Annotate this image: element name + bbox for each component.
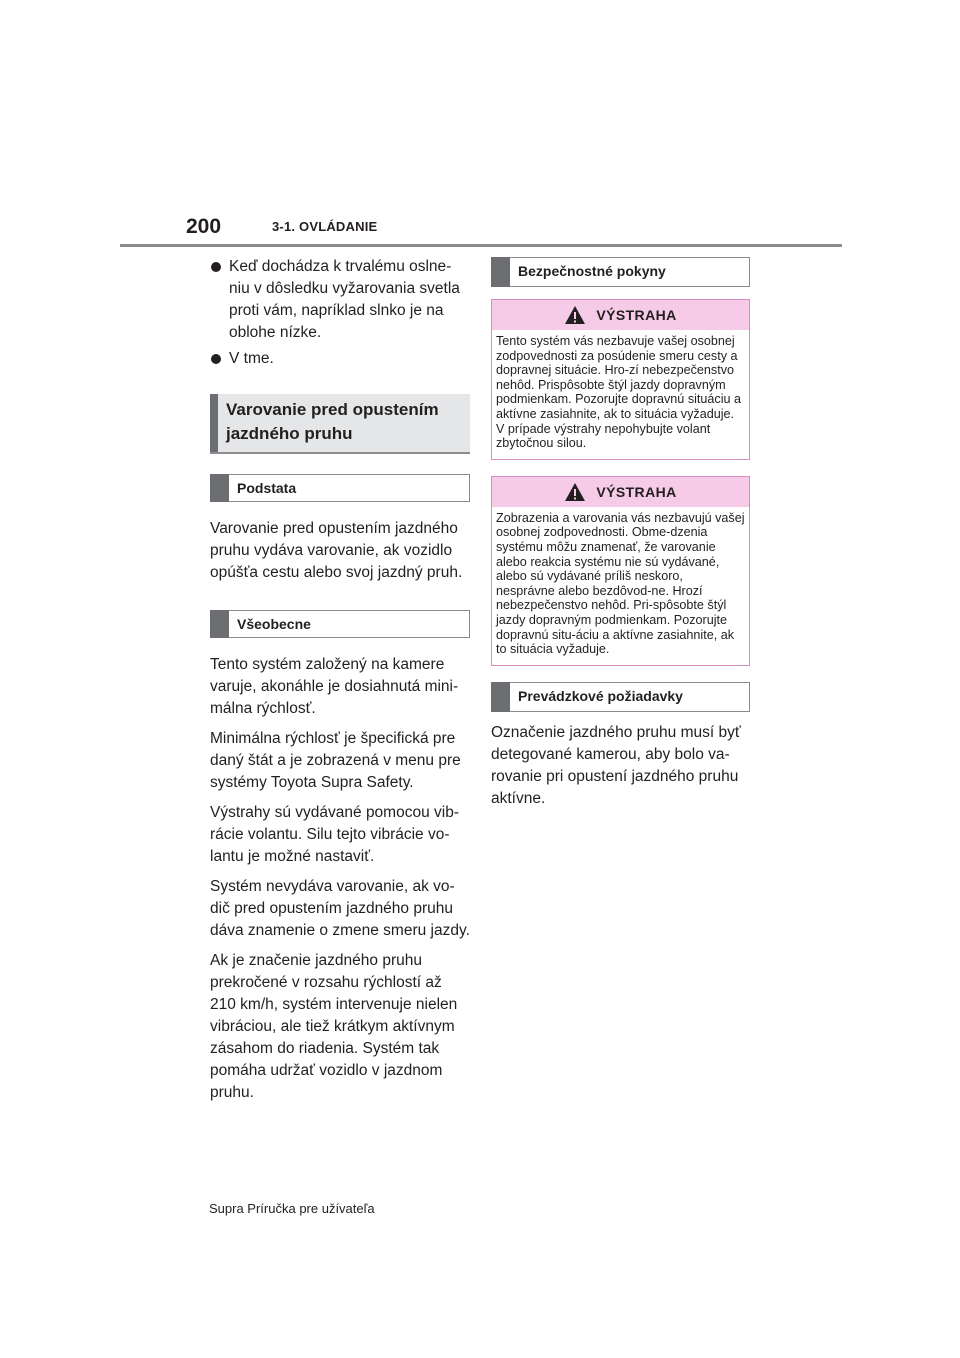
- heading-bar: [491, 257, 510, 287]
- heading-bar: [210, 474, 229, 502]
- warning-box: [491, 476, 750, 666]
- right-column: [491, 257, 750, 818]
- paragraph: Minimálna rýchlosť je špecifická pre daný štát a je zobrazená v menu pre systémy Toyota Supra Safety.: [210, 730, 461, 791]
- subheading-text: Prevádzkové požiadavky: [518, 687, 683, 704]
- heading-bar: [210, 394, 218, 452]
- subheading-text: Všeobecne: [237, 616, 311, 632]
- paragraph: Systém nevydáva varovanie, ak vo-dič pred opustením jazdného pruhu dáva znamenie o zmene smeru jazdy.: [210, 878, 470, 939]
- list-item: [210, 256, 470, 344]
- section-label: 3-1. OVLÁDANIE: [272, 219, 378, 234]
- warning-title: VÝSTRAHA: [596, 483, 677, 500]
- page-number: 200: [186, 215, 222, 238]
- warning-title: VÝSTRAHA: [596, 307, 677, 323]
- warning-box: [491, 299, 750, 460]
- warning-triangle-icon: [564, 482, 586, 502]
- main-heading: [210, 394, 470, 454]
- list-item-text: V tme.: [229, 350, 274, 367]
- warning-text: Tento systém vás nezbavuje vašej osobnej zodpovednosti za posúdenie smeru cesty a dopravnej situácie. Hro-zí nebezpečenstvo nehôd. Prispôsobte štýl jazdy dopravným podmienkam. Pozorujte dopravnú situáciu a aktívne zasiahnite, ak to situácia vyžaduje. V prípade výstrahy nepohybujte volant zbytočnou silou.: [496, 334, 742, 451]
- paragraph: Tento systém založený na kamere varuje, akonáhle je dosiahnutá mini-málna rýchlosť.: [210, 656, 459, 717]
- subheading-text: Podstata: [237, 480, 297, 496]
- paragraph: Ak je značenie jazdného pruhu prekročené v rozsahu rýchlostí až 210 km/h, systém intervenuje nielen vibráciou, ale tiež krátkym aktívnym zásahom do riadenia. Systém tak pomáha udržať vozidlo v jazdnom pruhu.: [210, 952, 458, 1101]
- bullet-icon: [211, 354, 221, 364]
- heading-bar: [210, 610, 229, 638]
- footer-text: Supra Príručka pre užívateľa: [209, 1201, 375, 1216]
- subheading-requirements: [491, 682, 750, 712]
- heading-bar: [491, 682, 510, 712]
- subheading-vseobecne: [210, 610, 470, 638]
- subheading-safety: [491, 257, 750, 287]
- paragraph: Varovanie pred opustením jazdného pruhu vydáva varovanie, ak vozidlo opúšťa cestu alebo svoj jazdný pruh.: [210, 520, 463, 581]
- header-rule: [120, 244, 842, 247]
- list-item-text: Keď dochádza k trvalému oslne-niu v dôsledku vyžarovania svetla proti vám, napríklad slnko je na oblohe nízke.: [229, 258, 460, 341]
- left-column: [210, 256, 470, 1112]
- paragraph: Výstrahy sú vydávané pomocou vib-rácie volantu. Silu tejto vibrácie vo-lantu je možné nastaviť.: [210, 804, 459, 865]
- subheading-text: Bezpečnostné pokyny: [518, 263, 666, 279]
- paragraph: Označenie jazdného pruhu musí byť detegované kamerou, aby bolo va-rovanie pri opustení jazdného pruhu aktívne.: [491, 723, 741, 807]
- warning-triangle-icon: [564, 305, 586, 325]
- warning-text: Zobrazenia a varovania vás nezbavujú vašej osobnej zodpovednosti. Obme-dzenia systému môžu znamenať, že varovanie alebo reakcia systému nie sú vydávané, alebo sú vydávané príliš neskoro, nesprávne alebo bezdôvod-ne. Hrozí nebezpečenstvo nehôd. Pri-spôsobte štýl jazdy dopravným podmienkam. Pozorujte dopravnú situ-áciu a aktívne zasiahnite, ak to situácia vyžaduje.: [496, 510, 745, 657]
- bullet-icon: [211, 262, 221, 272]
- main-heading-text: Varovanie pred opustením jazdného pruhu: [226, 400, 439, 443]
- bullet-list: [210, 256, 470, 370]
- warning-header: [492, 477, 749, 507]
- list-item: [210, 348, 470, 370]
- subheading-podstata: [210, 474, 470, 502]
- warning-header: [492, 300, 749, 330]
